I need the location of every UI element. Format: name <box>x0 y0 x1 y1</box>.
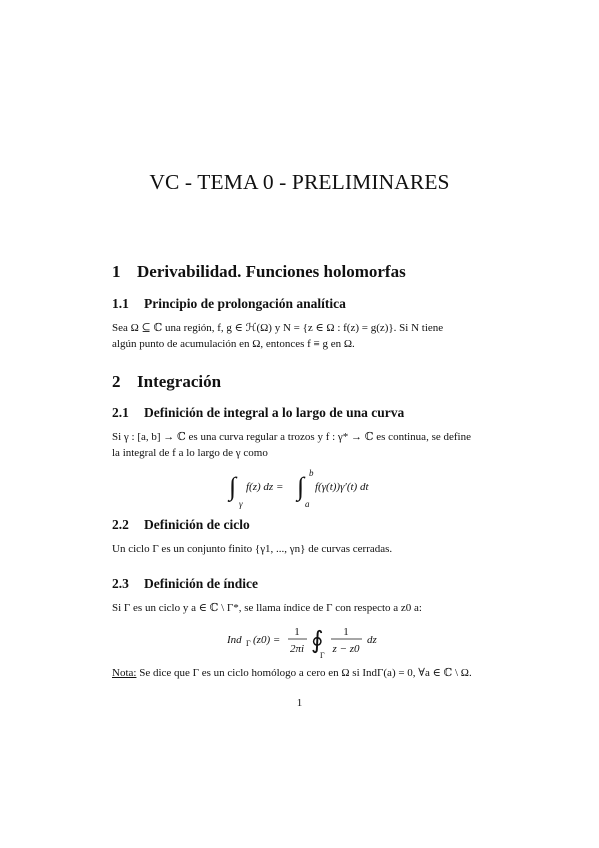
contour-integral-icon: ∮ <box>311 628 324 654</box>
index-equation <box>0 618 599 668</box>
section-number: 1 <box>112 262 121 281</box>
paragraph-2-3-line-1: Si Γ es un ciclo y a ∈ ℂ \ Γ*, se llama índice de Γ con respecto a z0 a: <box>112 602 422 614</box>
paragraph-1-1-line-1: Sea Ω ⊆ ℂ una región, f, g ∈ ℋ(Ω) y N = {z ∈ Ω : f(z) = g(z)}. Si N tiene <box>112 322 444 334</box>
integral-lower-limit: a <box>305 499 310 509</box>
subsection-number: 2.1 <box>112 405 129 420</box>
subsection-number: 2.2 <box>112 517 129 532</box>
section-title: Integración <box>137 372 222 391</box>
integral-lhs-integrand: f(z) dz = <box>246 481 284 493</box>
integral-equation <box>0 463 599 513</box>
subsection-title: Principio de prolongación analítica <box>144 296 346 311</box>
note-label: Nota: <box>112 667 137 679</box>
subsection-title: Definición de integral a lo largo de una curva <box>144 405 405 420</box>
integral-upper-limit: b <box>309 468 314 478</box>
subsection-number: 2.3 <box>112 576 129 591</box>
subsection-title: Definición de índice <box>144 576 258 591</box>
subsection-2-3-heading <box>112 576 258 592</box>
integral-rhs-integrand: f(γ(t))γ′(t) dt <box>315 481 369 493</box>
fraction-2-numerator: 1 <box>343 626 349 638</box>
document-title: VC - TEMA 0 - PRELIMINARES <box>149 170 450 194</box>
section-title: Derivabilidad. Funciones holomorfas <box>137 262 406 281</box>
section-2-heading <box>112 372 221 392</box>
subsection-1-1-heading <box>112 296 346 312</box>
fraction-1-numerator: 1 <box>294 626 300 638</box>
subsection-2-2-heading <box>112 517 250 533</box>
contour-integral-subscript: Γ <box>320 651 325 660</box>
paragraph-2-1-line-1: Si γ : [a, b] → ℂ es una curva regular a trozos y f : γ* → ℂ es continua, se define <box>112 431 471 443</box>
paragraph-2-1-line-2: la integral de f a lo largo de γ como <box>112 447 268 459</box>
integral-sign-icon: ∫ <box>229 472 237 501</box>
subsection-2-1-heading <box>112 405 404 421</box>
subsection-number: 1.1 <box>112 296 129 311</box>
integral-lower-limit: γ <box>239 499 243 509</box>
page-number: 1 <box>296 697 303 709</box>
paragraph-1-1-line-2: algún punto de acumulación en Ω, entonces f ≡ g en Ω. <box>112 338 355 350</box>
index-lhs: Ind <box>227 634 242 646</box>
note-line <box>112 665 497 681</box>
paragraph-2-2-line-1: Un ciclo Γ es un conjunto finito {γ1, ..., γn} de curvas cerradas. <box>112 543 393 555</box>
fraction-1-denominator: 2πi <box>289 643 305 655</box>
index-tail: dz <box>367 634 377 646</box>
fraction-2-denominator: z − z0 <box>332 643 360 655</box>
section-number: 2 <box>112 372 121 391</box>
section-1-heading <box>112 262 406 282</box>
index-lhs-argument: (z0) = <box>253 634 281 646</box>
index-lhs-subscript: Γ <box>246 639 251 648</box>
note-text: Se dice que Γ es un ciclo homólogo a cero en Ω si IndΓ(a) = 0, ∀a ∈ ℂ \ Ω. <box>136 667 472 679</box>
integral-sign-icon: ∫ <box>297 472 305 501</box>
subsection-title: Definición de ciclo <box>144 517 250 532</box>
